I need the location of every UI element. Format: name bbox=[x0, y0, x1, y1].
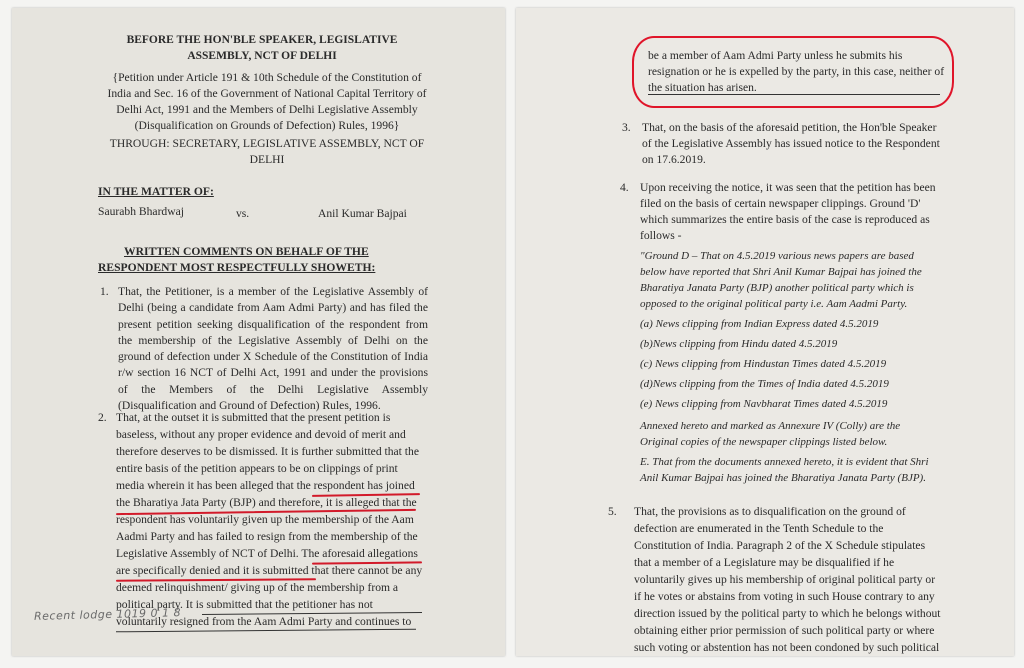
ground-d-line: below have reported that Shri Anil Kumar Bajpai has joined the bbox=[640, 266, 922, 278]
para1-number: 1. bbox=[100, 285, 109, 298]
ground-d-line: opposed to the original political party i.e. Aam Aadmi Party. bbox=[640, 298, 908, 310]
comments-heading-line2: RESPONDENT MOST RESPECTFULLY SHOWETH: bbox=[98, 261, 376, 274]
matter-heading: IN THE MATTER OF: bbox=[98, 185, 214, 198]
through-line1: THROUGH: SECRETARY, LEGISLATIVE ASSEMBLY, NCT OF bbox=[109, 137, 425, 150]
versus-label: vs. bbox=[236, 207, 250, 220]
para5-line: voluntarily gives up his membership of original political party or bbox=[634, 573, 936, 586]
circled-line: resignation or he is expelled by the party, in this case, neither of bbox=[648, 65, 945, 78]
petition-line: (Disqualification on Grounds of Defection) Rules, 1996} bbox=[134, 119, 400, 132]
circled-line: be a member of Aam Admi Party unless he submits his bbox=[648, 49, 903, 62]
clipping-item: (a) News clipping from Indian Express dated 4.5.2019 bbox=[640, 318, 879, 330]
para5-line: direction issued by the political party to which he belongs without bbox=[634, 607, 941, 620]
petition-line: India and Sec. 16 of the Government of National Capital Territory of bbox=[107, 87, 427, 100]
respondent-name: Anil Kumar Bajpai bbox=[318, 207, 407, 220]
para2-line: entire basis of the petition appears to be on clippings of print bbox=[116, 462, 398, 475]
ground-e-line: Anil Kumar Bajpai has joined the Bharatiya Janata Party (BJP). bbox=[640, 472, 926, 484]
para4-line: which summarizes the entire basis of the case is reproduced as bbox=[640, 213, 930, 226]
comments-heading-line1: WRITTEN COMMENTS ON BEHALF OF THE bbox=[124, 245, 369, 258]
para5-line: obtaining either prior permission of such political party or where bbox=[634, 624, 935, 637]
para2-line: voluntarily resigned from the Aam Admi Party and continues to bbox=[116, 615, 412, 628]
ground-d-line: "Ground D – That on 4.5.2019 various news papers are based bbox=[640, 250, 914, 262]
ground-e-line: E. That from the documents annexed hereto, it is evident that Shri bbox=[640, 456, 929, 468]
para5-line: defection are enumerated in the Tenth Schedule to the bbox=[634, 522, 884, 535]
para5-line: such voting or abstention has not been condoned by such political bbox=[634, 641, 940, 654]
para3-number: 3. bbox=[622, 121, 631, 134]
para2-line: media wherein it has been alleged that the respondent has joined bbox=[116, 479, 415, 492]
annexed-line: Annexed hereto and marked as Annexure IV (Colly) are the bbox=[640, 420, 901, 432]
clipping-item: (b)News clipping from Hindu dated 4.5.2019 bbox=[640, 338, 838, 350]
para4-number: 4. bbox=[620, 181, 629, 194]
circled-line: the situation has arisen. bbox=[648, 81, 757, 94]
para2-line: therefore deserves to be dismissed. It is further submitted that the bbox=[116, 445, 419, 458]
through-line2: DELHI bbox=[249, 153, 285, 166]
clipping-item: (e) News clipping from Navbharat Times dated 4.5.2019 bbox=[640, 398, 888, 410]
pen-underline bbox=[648, 94, 940, 95]
petition-line: Delhi Act, 1991 and the Members of Delhi Legislative Assembly bbox=[116, 103, 418, 116]
para4-line: Upon receiving the notice, it was seen that the petition has been bbox=[640, 181, 936, 194]
header-title-line2: ASSEMBLY, NCT OF DELHI bbox=[187, 50, 337, 62]
para2-line: Aadmi Party and has failed to resign from the membership of the bbox=[116, 530, 418, 543]
header-title-line1: BEFORE THE HON'BLE SPEAKER, LEGISLATIVE bbox=[126, 34, 398, 46]
para2-line: Legislative Assembly of NCT of Delhi. The aforesaid allegations bbox=[116, 547, 418, 560]
para1-text: That, the Petitioner, is a member of the Legislative Assembly of Delhi (being a candidate from Aam Admi Party) and has filed the present petition seeking disqualification of the respondent from the membership of the Legislative Assembly of Delhi on the ground of defection under X Schedule of the Constitution of India r/w section 16 NCT of Delhi Act, 1991 and under the provisions of the Members of the Delhi Legislative Assembly (Disqualification and Ground of Defection) Rules, 1996. bbox=[118, 285, 428, 413]
para2-line: baseless, without any proper evidence and devoid of merit and bbox=[116, 428, 406, 441]
petitioner-name: Saurabh Bhardwaj bbox=[98, 205, 184, 218]
annexed-line: Original copies of the newspaper clippings listed below. bbox=[640, 436, 888, 448]
para2-line: political party. It is submitted that the petitioner has not bbox=[116, 598, 373, 611]
para2-line: deemed relinquishment/ giving up of the membership from a bbox=[116, 581, 399, 594]
para5-line: if he votes or abstains from voting in such House contrary to any bbox=[634, 590, 935, 603]
para4-line: follows - bbox=[640, 229, 682, 242]
para3-line: on 17.6.2019. bbox=[642, 153, 706, 166]
para5-line: That, the provisions as to disqualification on the ground of bbox=[634, 505, 906, 518]
para5-line: Constitution of India. Paragraph 2 of the X Schedule stipulates bbox=[634, 539, 926, 552]
document-page-right bbox=[516, 8, 1014, 656]
para2-line: the Bharatiya Jata Party (BJP) and therefore, it is alleged that the bbox=[116, 496, 417, 509]
para4-line: filed on the basis of certain newspaper clippings. Ground 'D' bbox=[640, 197, 921, 210]
document-page-left bbox=[12, 8, 505, 656]
para2-number: 2. bbox=[98, 411, 107, 424]
ground-d-line: Bharatiya Janata Party (BJP) another political party which is bbox=[640, 282, 914, 294]
para5-line: that a member of a Legislature may be disqualified if he bbox=[634, 556, 895, 569]
para3-line: That, on the basis of the aforesaid petition, the Hon'ble Speaker bbox=[642, 121, 937, 134]
para2-line: are specifically denied and it is submitted that there cannot be any bbox=[116, 564, 423, 577]
para3-line: of the Legislative Assembly has issued notice to the Respondent bbox=[642, 137, 940, 150]
clipping-item: (c) News clipping from Hindustan Times dated 4.5.2019 bbox=[640, 358, 887, 370]
handwritten-note: Recent lodge 1019 0 1 8 bbox=[33, 606, 182, 623]
clipping-item: (d)News clipping from the Times of India dated 4.5.2019 bbox=[640, 378, 889, 390]
petition-line: {Petition under Article 191 & 10th Schedule of the Constitution of bbox=[112, 71, 422, 84]
para2-line: That, at the outset it is submitted that the present petition is bbox=[116, 411, 391, 424]
para2-line: respondent has voluntarily given up the membership of the Aam bbox=[116, 513, 414, 526]
para5-number: 5. bbox=[608, 505, 617, 518]
